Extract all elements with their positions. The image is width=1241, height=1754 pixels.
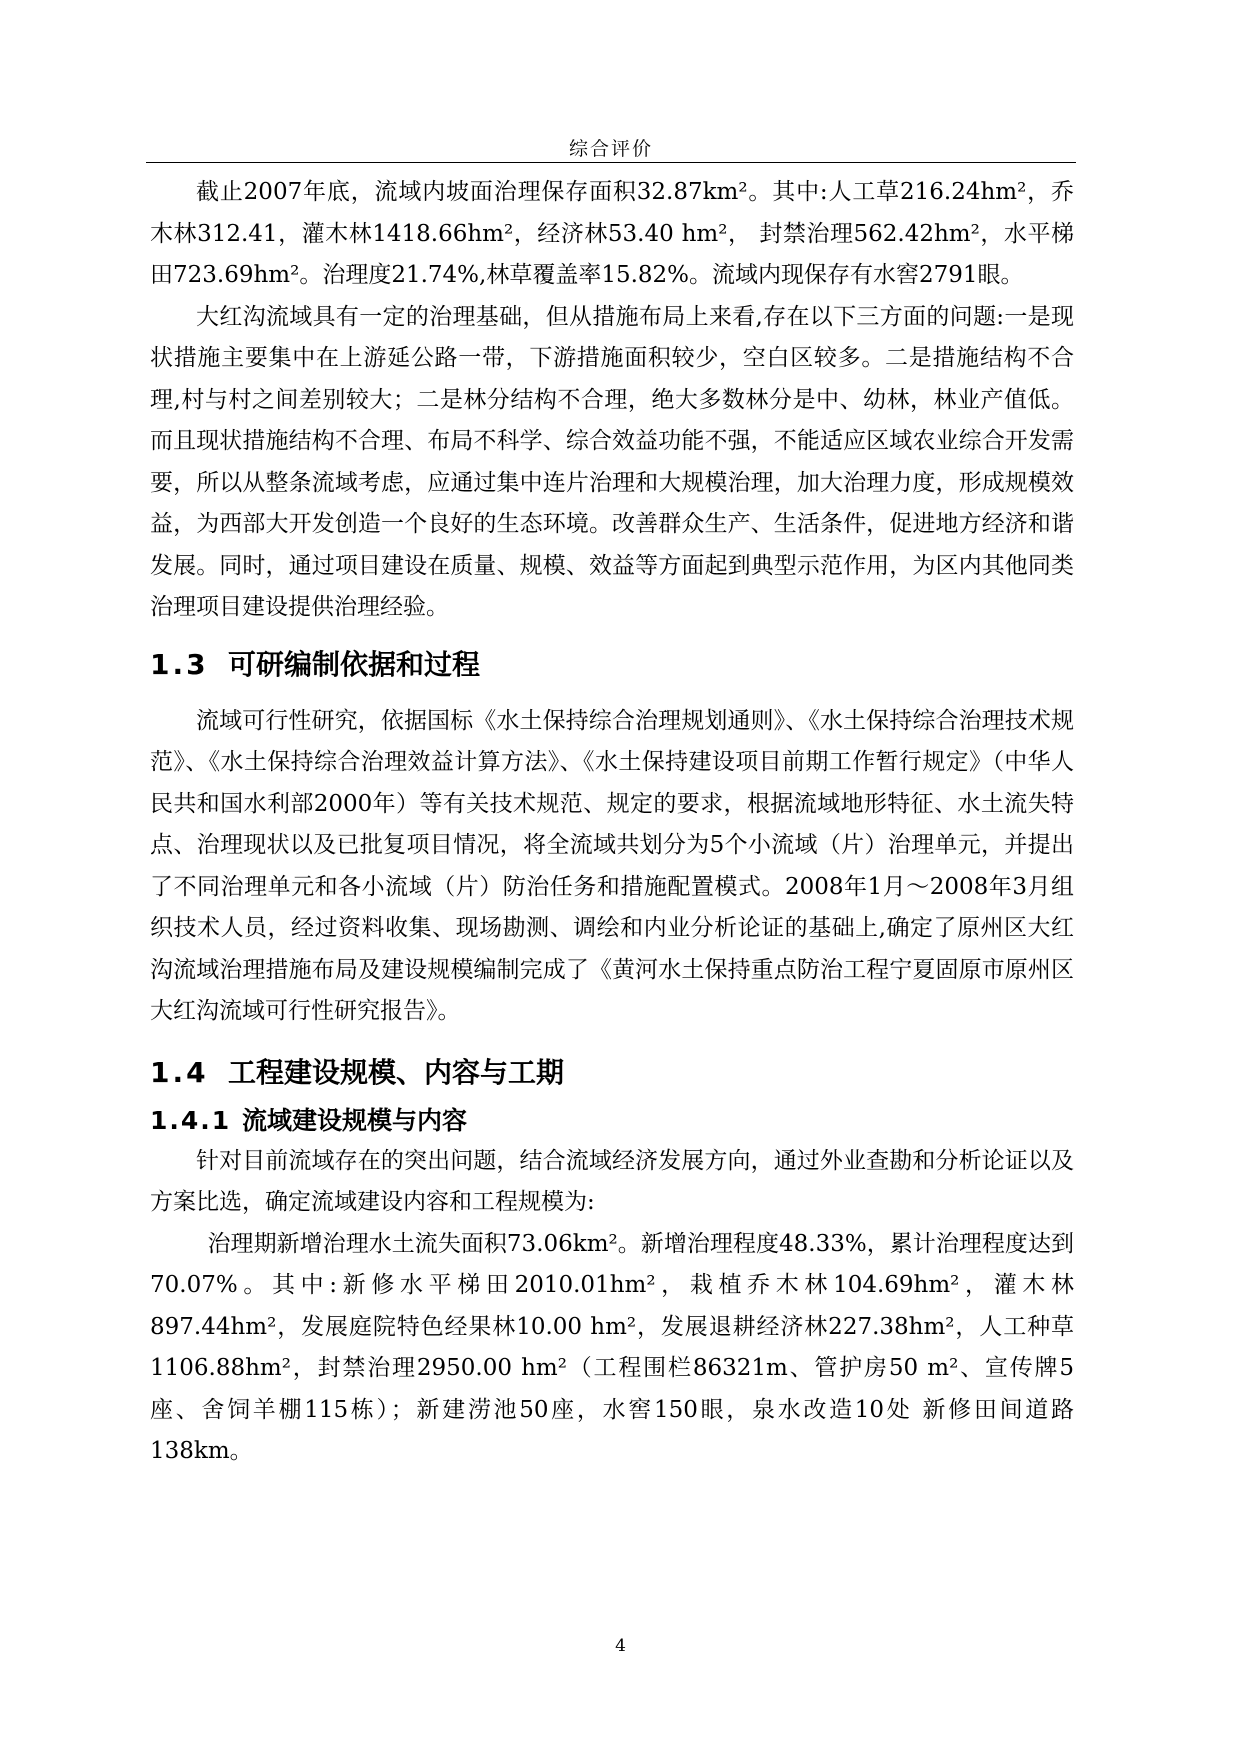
section-title: 可研编制依据和过程	[228, 647, 481, 681]
running-header: 综合评价	[568, 138, 653, 160]
section-number: 1.4	[150, 1055, 209, 1089]
paragraph-conservation-status: 截止2007年底，流域内坡面治理保存面积32.87km²。其中:人工草216.24hm²，乔木林312.41，灌木林1418.66hm²，经济林53.40 hm²， 封禁治理562.42hm²，水平梯田723.69hm²。治理度21.74%,林草覆盖率15.82%。流域内现保存有水窖2791眼。	[150, 179, 1074, 288]
section-heading-1-4	[150, 1051, 1074, 1095]
page-body	[150, 172, 1074, 1473]
subsection-title: 流域建设规模与内容	[242, 1105, 468, 1135]
paragraph-study-basis: 流域可行性研究，依据国标《水土保持综合治理规划通则》、《水土保持综合治理技术规范》、《水土保持综合治理效益计算方法》、《水土保持建设项目前期工作暂行规定》（中华人民共和国水利部2000年）等有关技术规范、规定的要求，根据流域地形特征、水土流失特点、治理现状以及已批复项目情况，将全流域共划分为5个小流域（片）治理单元，并提出了不同治理单元和各小流域（片）防治任务和措施配置模式。2008年1月～2008年3月组织技术人员，经过资料收集、现场勘测、调绘和内业分析论证的基础上,确定了原州区大红沟流域治理措施布局及建设规模编制完成了《黄河水土保持重点防治工程宁夏固原市原州区大红沟流域可行性研究报告》。	[150, 707, 1074, 1024]
paragraph-existing-problems: 大红沟流域具有一定的治理基础，但从措施布局上来看,存在以下三方面的问题:一是现状措施主要集中在上游延公路一带，下游措施面积较少，空白区较多。二是措施结构不合理,村与村之间差别较大；二是林分结构不合理，绝大多数林分是中、幼林，林业产值低。而且现状措施结构不合理、布局不科学、综合效益功能不强，不能适应区域农业综合开发需要，所以从整条流域考虑，应通过集中连片治理和大规模治理，加大治理力度，形成规模效益，为西部大开发创造一个良好的生态环境。改善群众生产、生活条件，促进地方经济和谐发展。同时，通过项目建设在质量、规模、效益等方面起到典型示范作用，为区内其他同类治理项目建设提供治理经验。	[150, 303, 1074, 620]
section-number: 1.3	[150, 647, 209, 681]
page-number: 4	[615, 1636, 626, 1656]
subsection-heading-1-4-1	[150, 1101, 1074, 1141]
header-rule	[146, 162, 1076, 163]
paragraph-scope-intro: 针对目前流域存在的突出问题，结合流域经济发展方向，通过外业查勘和分析论证以及方案比选，确定流域建设内容和工程规模为:	[150, 1147, 1074, 1215]
section-heading-1-3	[150, 643, 1074, 687]
section-title: 工程建设规模、内容与工期	[228, 1055, 565, 1089]
subsection-number: 1.4.1	[150, 1105, 232, 1135]
paragraph-scope-details: 治理期新增治理水土流失面积73.06km²。新增治理程度48.33%，累计治理程度达到70.07%。其中:新修水平梯田2010.01hm²，栽植乔木林104.69hm²，灌木林897.44hm²，发展庭院特色经果林10.00 hm²，发展退耕经济林227.38hm²，人工种草1106.88hm²，封禁治理2950.00 hm²（工程围栏86321m、管护房50 m²、宣传牌5座、舍饲羊棚115栋）；新建涝池50座，水窖150眼，泉水改造10处 新修田间道路138km。	[150, 1230, 1074, 1464]
